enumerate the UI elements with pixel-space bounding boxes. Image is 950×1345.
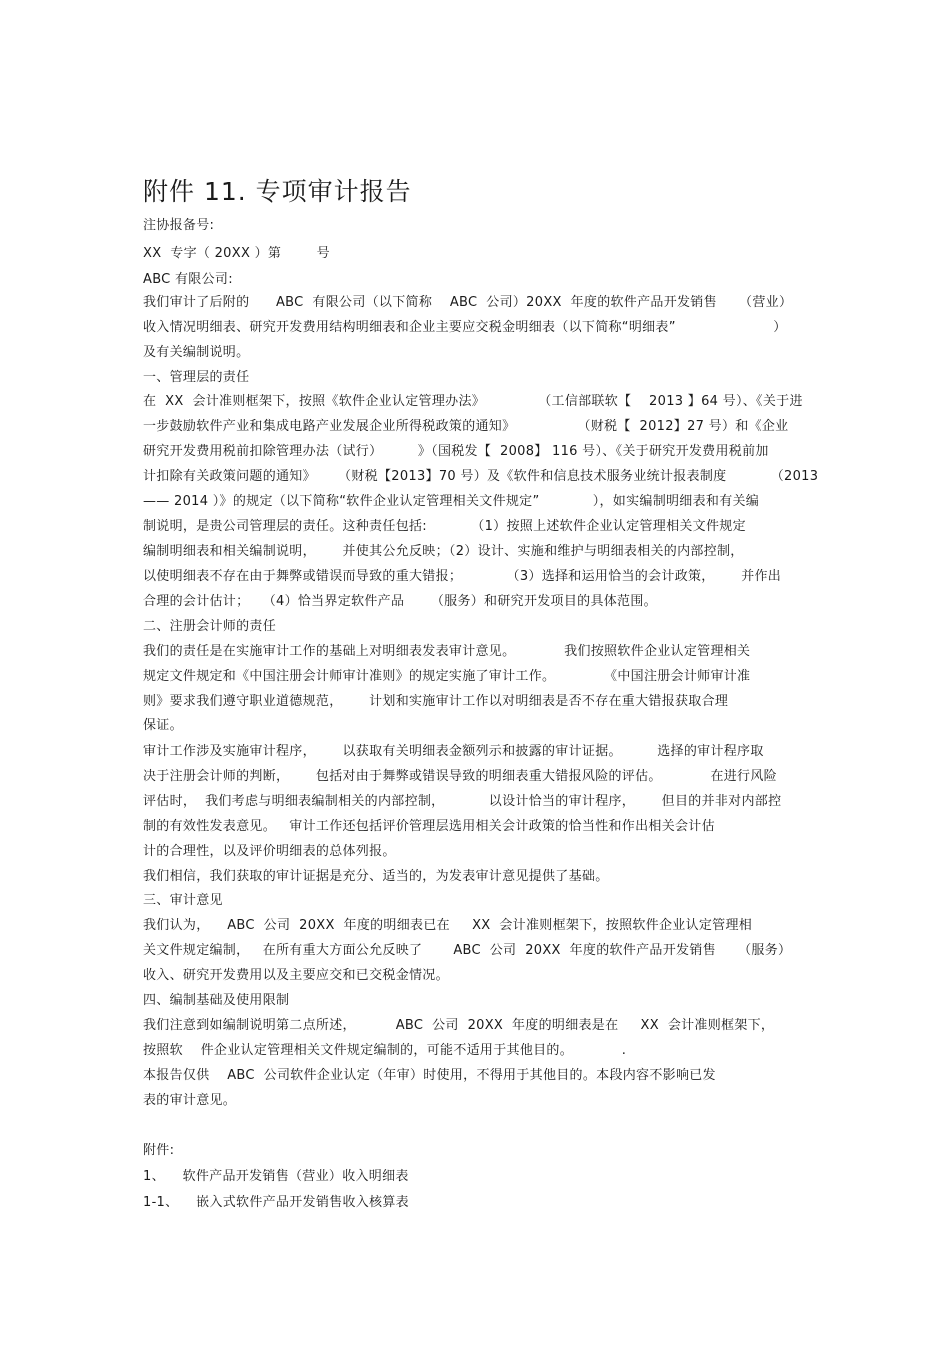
- text-line: 决于注册会计师的判断， 包括对由于舞弊或错误导致的明细表重大错报风险的评估。 在进行风险: [143, 769, 777, 784]
- text-line: 我们注意到如编制说明第二点所述， ABC 公司 20XX 年度的明细表是在 XX 会计准则框架下，: [143, 1018, 775, 1033]
- attachment-item: 1-1、 嵌入式软件产品开发销售收入核算表: [143, 1195, 409, 1210]
- text-line: 我们审计了后附的 ABC 有限公司（以下简称 ABC 公司）20XX 年度的软件产品开发销售 （营业）: [143, 295, 793, 310]
- page-title: 附件 11. 专项审计报告: [143, 177, 412, 206]
- text-line: 在 XX 会计准则框架下，按照《软件企业认定管理办法》 （工信部联软【 2013 】64 号）、《关于进: [143, 394, 803, 409]
- attachment-item: 1、 软件产品开发销售（营业）收入明细表: [143, 1169, 409, 1184]
- text-line: 表的审计意见。: [143, 1093, 237, 1108]
- section-heading: 二、注册会计师的责任: [143, 619, 277, 634]
- text-line: 及有关编制说明。: [143, 345, 250, 360]
- text-line: XX 专字（ 20XX ）第 号: [143, 246, 330, 261]
- text-line: 制说明，是贵公司管理层的责任。这种责任包括: （1）按照上述软件企业认定管理相关文件规定: [143, 519, 746, 534]
- text-line: ABC 有限公司:: [143, 272, 233, 287]
- text-line: 注协报备号:: [143, 218, 215, 233]
- text-line: 按照软 件企业认定管理相关文件规定编制的，可能不适用于其他目的。 .: [143, 1043, 627, 1058]
- text-line: 计的合理性，以及评价明细表的总体列报。: [143, 844, 396, 859]
- text-line: 我们的责任是在实施审计工作的基础上对明细表发表审计意见。 我们按照软件企业认定管理相关: [143, 644, 751, 659]
- text-line: 我们相信，我们获取的审计证据是充分、适当的，为发表审计意见提供了基础。: [143, 869, 609, 884]
- text-line: 关文件规定编制， 在所有重大方面公允反映了 ABC 公司 20XX 年度的软件产品开发销售 （服务）: [143, 943, 792, 958]
- attachments-heading: 附件:: [143, 1143, 175, 1158]
- text-line: 制的有效性发表意见。 审计工作还包括评价管理层选用相关会计政策的恰当性和作出相关会计估: [143, 819, 715, 834]
- text-line: 一步鼓励软件产业和集成电路产业发展企业所得税政策的通知》 （财税【 2012】27 号）和《企业: [143, 419, 789, 434]
- text-line: 规定文件规定和《中国注册会计师审计准则》的规定实施了审计工作。 《中国注册会计师审计准: [143, 669, 751, 684]
- text-line: 以使明细表不存在由于舞弊或错误而导致的重大错报； （3）选择和运用恰当的会计政策， 并作出: [143, 569, 782, 584]
- section-heading: 四、编制基础及使用限制: [143, 993, 290, 1008]
- text-line: 评估时， 我们考虑与明细表编制相关的内部控制， 以设计恰当的审计程序， 但目的并非对内部控: [143, 794, 782, 809]
- text-line: 我们认为， ABC 公司 20XX 年度的明细表已在 XX 会计准则框架下，按照软件企业认定管理相: [143, 918, 753, 933]
- text-line: 保证。: [143, 718, 183, 733]
- text-line: 合理的会计估计； （4）恰当界定软件产品 （服务）和研究开发项目的具体范围。: [143, 594, 657, 609]
- text-line: 本报告仅供 ABC 公司软件企业认定（年审）时使用，不得用于其他目的。本段内容不影响已发: [143, 1068, 716, 1083]
- text-line: 编制明细表和相关编制说明， 并使其公允反映；（2）设计、实施和维护与明细表相关的内部控制，: [143, 544, 744, 559]
- text-line: 计扣除有关政策问题的通知》 （财税【2013】70 号）及《软件和信息技术服务业统计报表制度 （2013: [143, 469, 819, 484]
- text-line: 研究开发费用税前扣除管理办法（试行） 》（国税发【 2008】 116 号）、《关于研究开发费用税前加: [143, 444, 769, 459]
- text-line: 收入情况明细表、研究开发费用结构明细表和企业主要应交税金明细表（以下简称“明细表” ）: [143, 320, 787, 335]
- text-line: 审计工作涉及实施审计程序， 以获取有关明细表金额列示和披露的审计证据。 选择的审计程序取: [143, 744, 764, 759]
- text-line: 收入、研究开发费用以及主要应交和已交税金情况。: [143, 968, 449, 983]
- text-line: 则》要求我们遵守职业道德规范， 计划和实施审计工作以对明细表是否不存在重大错报获取合理: [143, 694, 729, 709]
- text-line: —— 2014 ）》的规定（以下简称“软件企业认定管理相关文件规定” ），如实编制明细表和有关编: [143, 494, 760, 509]
- section-heading: 三、审计意见: [143, 893, 223, 908]
- section-heading: 一、管理层的责任: [143, 370, 250, 385]
